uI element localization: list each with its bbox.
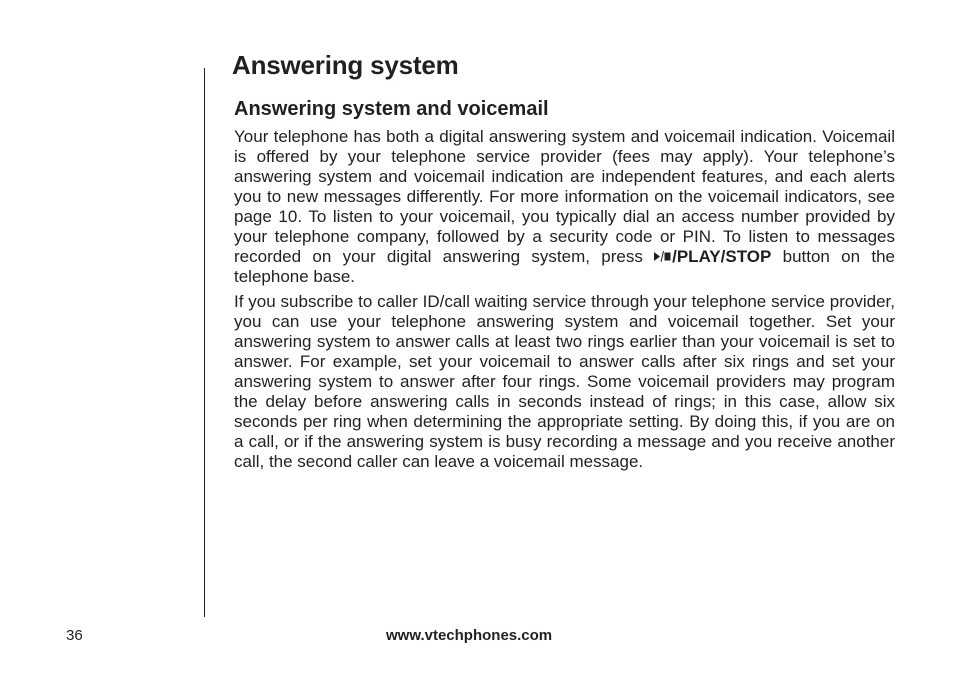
play-stop-icon <box>654 251 671 262</box>
page-title: Answering system <box>232 50 459 80</box>
paragraph-intro-text: Your telephone has both a digital answering system and voicemail indication. Voicemail is offered by your telephone service provider (fees may apply). Your telephone’s answering system and voicemail indication are independent features, and each alerts you to new messages differently. For more information on the voicemail indicators, see page 10. To listen to your voicemail, you typically dial an access number provided by your telephone company, followed by a security code or PIN. To listen to messages recorded on your digital answering system, press <box>234 127 895 266</box>
page-number: 36 <box>66 627 83 644</box>
paragraph-intro <box>234 127 895 287</box>
paragraph-intro-text-end: button on the telephone base. <box>234 247 895 286</box>
paragraph-caller-id: If you subscribe to caller ID/call waiting service through your telephone service provider, you can use your telephone answering system and voicemail together. Set your answering system to answer calls at least two rings earlier than your voicemail is set to answer. For example, set your voicemail to answer calls after six rings and set your answering system to answer after four rings. Some voicemail providers may program the delay before answering calls in seconds instead of rings; in this case, allow six seconds per ring when determining the appropriate setting. By doing this, if you are on a call, or if the answering system is busy recording a message and you receive another call, the second caller can leave a voicemail message. <box>234 292 895 471</box>
section-heading: Answering system and voicemail <box>234 98 549 120</box>
footer-url: www.vtechphones.com <box>386 627 553 644</box>
vertical-divider <box>204 68 205 617</box>
play-stop-button-label: /PLAY/STOP <box>672 247 772 266</box>
